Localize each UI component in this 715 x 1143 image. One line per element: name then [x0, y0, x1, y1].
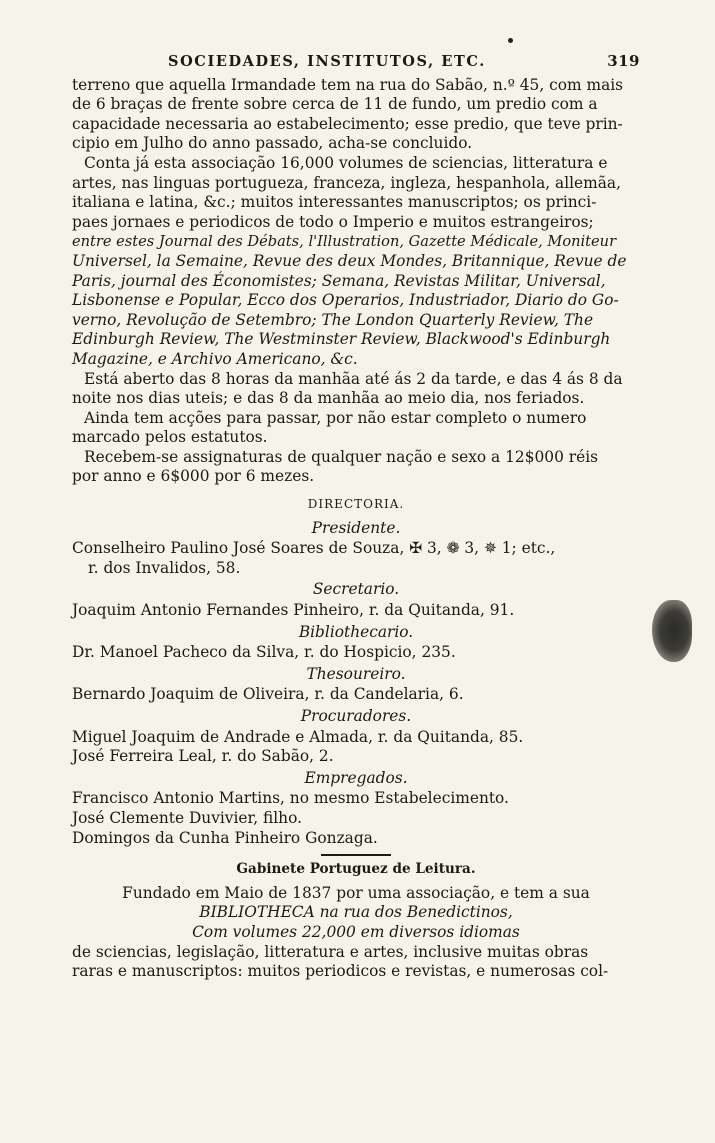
text-line: Ainda tem acções para passar, por não estar completo o numero — [84, 408, 587, 427]
text-line: noite nos dias uteis; e das 8 da manhãa ao meio dia, nos feriados. — [72, 389, 585, 408]
gabinete-line: BIBLIOTHECA na rua dos Benedictinos, — [199, 903, 513, 922]
text-line: de 6 braças de frente sobre cerca de 11 de fundo, um predio com a — [72, 95, 598, 114]
employee-entry: Francisco Antonio Martins, no mesmo Estabelecimento. — [72, 789, 509, 808]
text-line: italiana e latina, &c.; muitos interessantes manuscriptos; os princi- — [72, 193, 597, 212]
gabinete-line: de sciencias, legislação, litteratura e artes, inclusive muitas obras — [72, 942, 589, 961]
text-line: capacidade necessaria ao estabelecimento; esse predio, que teve prin- — [72, 114, 623, 133]
text-line: cipio em Julho do anno passado, acha-se concluido. — [72, 134, 473, 153]
president-line: Conselheiro Paulino José Soares de Souza, ✠ 3, ❁ 3, ✵ 1; etc., — [72, 539, 556, 558]
role-president: Presidente. — [311, 518, 401, 537]
treasurer-entry: Bernardo Joaquim de Oliveira, r. da Candelaria, 6. — [72, 685, 464, 704]
role-secretary: Secretario. — [312, 580, 400, 599]
text-line: paes jornaes e periodicos de todo o Imperio e muitos estrangeiros; — [72, 212, 594, 231]
paragraph-3 — [72, 370, 640, 409]
librarian-entry: Dr. Manoel Pacheco da Silva, r. do Hospicio, 235. — [72, 643, 456, 662]
ink-stain — [652, 600, 692, 662]
paragraph-5 — [72, 448, 640, 487]
secretary-entry: Joaquim Antonio Fernandes Pinheiro, r. da Quitanda, 91. — [72, 601, 515, 620]
directoria-heading: DIRECTORIA. — [307, 497, 405, 512]
gabinete-title: Gabinete Portuguez de Leitura. — [236, 861, 476, 878]
role-employees: Empregados. — [304, 768, 408, 787]
text-line: Lisbonense e Popular, Ecco dos Operarios, Industriador, Diario do Go- — [72, 291, 619, 310]
text-line: Conta já esta associação 16,000 volumes de sciencias, litteratura e — [84, 153, 608, 172]
text-line: entre estes Journal des Débats, l'Illustration, Gazette Médicale, Moniteur — [72, 233, 617, 251]
ink-speck — [508, 38, 513, 43]
gabinete-line: Fundado em Maio de 1837 por uma associação, e tem a sua — [122, 883, 590, 902]
text-line: por anno e 6$000 por 6 mezes. — [72, 467, 315, 486]
text-line: Magazine, e Archivo Americano, &c. — [72, 349, 358, 368]
role-procurators: Procuradores. — [300, 707, 412, 725]
employee-entry: José Clemente Duvivier, filho. — [72, 808, 302, 827]
procurator-entry: José Ferreira Leal, r. do Sabão, 2. — [72, 747, 334, 766]
section-rule — [321, 854, 391, 856]
president-line: r. dos Invalidos, 58. — [88, 558, 241, 577]
text-line: artes, nas linguas portugueza, franceza, ingleza, hespanhola, allemãa, — [72, 173, 621, 192]
text-line: Está aberto das 8 horas da manhãa até ás 2 da tarde, e das 4 ás 8 da — [84, 369, 623, 388]
procurator-entry: Miguel Joaquim de Andrade e Almada, r. da Quitanda, 85. — [72, 727, 524, 746]
gabinete-line: Com volumes 22,000 em diversos idiomas — [192, 922, 520, 941]
text-line: marcado pelos estatutos. — [72, 428, 268, 447]
running-head — [168, 52, 640, 72]
role-treasurer: Thesoureiro. — [306, 664, 406, 683]
text-line: Edinburgh Review, The Westminster Review, Blackwood's Edinburgh — [72, 330, 611, 349]
gabinete-line: raras e manuscriptos: muitos periodicos e revistas, e numerosas col- — [72, 962, 609, 981]
page-header-title: SOCIEDADES, INSTITUTOS, ETC. — [168, 53, 486, 70]
paragraph-1 — [72, 76, 640, 154]
text-line: Recebem-se assignaturas de qualquer nação e sexo a 12$000 réis — [84, 447, 599, 466]
text-line: Universel, la Semaine, Revue des deux Mondes, Britannique, Revue de — [72, 251, 627, 270]
employee-entry: Domingos da Cunha Pinheiro Gonzaga. — [72, 828, 378, 847]
page-number: 319 — [607, 52, 640, 70]
text-line: terreno que aquella Irmandade tem na rua do Sabão, n.º 45, com mais — [72, 75, 624, 94]
text-line: Paris, journal des Économistes; Semana, Revistas Militar, Universal, — [72, 271, 606, 290]
paragraph-4 — [72, 409, 640, 448]
paragraph-2 — [72, 154, 640, 370]
page-content — [72, 52, 640, 982]
text-line: verno, Revolução de Setembro; The London Quarterly Review, The — [72, 310, 594, 329]
role-librarian: Bibliothecario. — [298, 622, 414, 641]
